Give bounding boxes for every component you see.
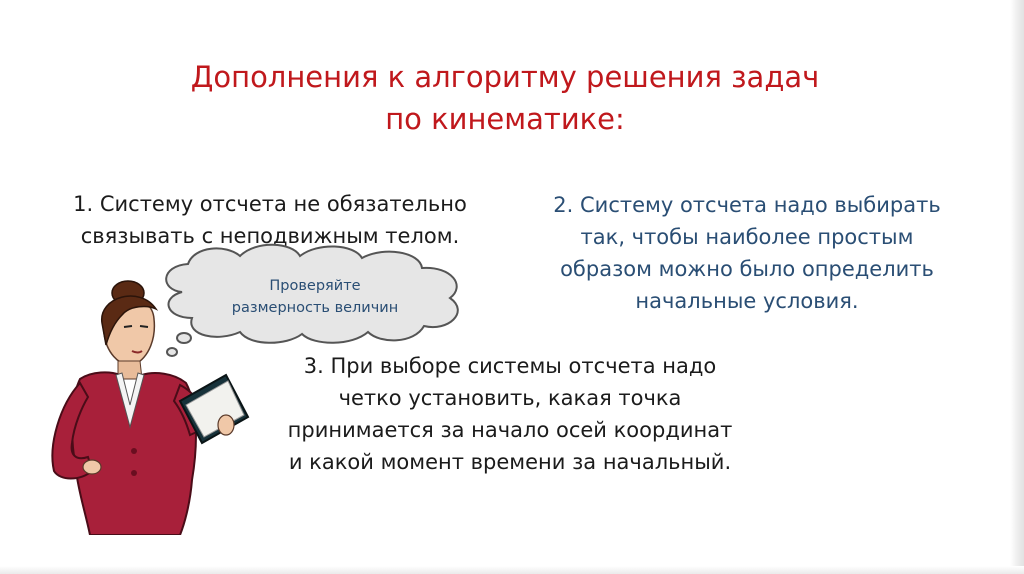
- point-3-line-2: четко установить, какая точка: [338, 386, 682, 410]
- point-3: [250, 350, 770, 478]
- left-hand: [83, 460, 101, 474]
- point-3-line-1: 3. При выборе системы отсчета надо: [303, 354, 717, 378]
- title-line-1: Дополнения к алгоритму решения задач: [190, 60, 820, 94]
- point-2-line-4: начальные условия.: [635, 289, 859, 313]
- point-3-line-4: и какой момент времени за начальный.: [288, 450, 732, 474]
- point-3-line-3: принимается за начало осей координат: [287, 418, 733, 442]
- point-2-line-1: 2. Систему отсчета надо выбирать: [553, 193, 941, 217]
- bubble-line-1: Проверяйте: [269, 278, 361, 294]
- jacket-button: [131, 470, 137, 476]
- right-hand: [218, 415, 234, 435]
- point-1-line-2: связывать с неподвижным телом.: [80, 224, 460, 248]
- title-line-2: по кинематике:: [385, 102, 625, 136]
- jacket-button: [131, 448, 137, 454]
- teacher-illustration: [30, 275, 260, 535]
- point-2-line-2: так, чтобы наиболее простым: [580, 225, 914, 249]
- bubble-line-2: размерность величин: [231, 300, 399, 316]
- point-2-line-3: образом можно было определить: [560, 257, 934, 281]
- point-1-line-1: 1. Систему отсчета не обязательно: [73, 192, 467, 216]
